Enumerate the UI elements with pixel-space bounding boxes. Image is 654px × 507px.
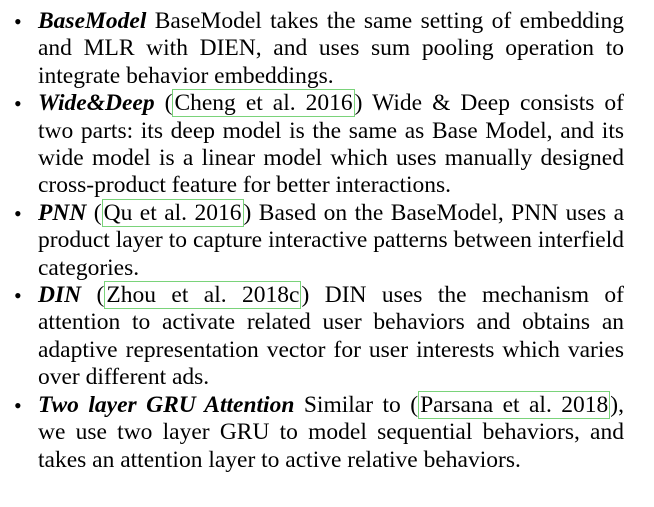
citation-prefix: Similar to ( [294, 391, 419, 418]
bullet: • [14, 392, 22, 418]
model-description: ) Based on the BaseModel, PNN uses a product layer to capture interactive patterns between interfield categories. [38, 199, 625, 281]
list-item-pnn [12, 200, 624, 282]
model-description: ), we use two layer GRU to model sequential behaviors, and takes an attention layer to active relative behaviors. [38, 391, 624, 473]
list-item-din [12, 282, 624, 392]
bullet: • [14, 9, 22, 34]
citation-link[interactable]: Qu et al. 2016 [103, 199, 242, 226]
citation-prefix: ( [86, 199, 102, 226]
model-description: ) Wide & Deep consists of two parts: its deep model is the same as Base Model, and its wide model is a linear model which uses manually designed cross-product feature for better interactions. [38, 90, 624, 199]
citation-link[interactable]: Cheng et al. 2016 [174, 90, 353, 117]
citation-prefix: ( [81, 282, 105, 309]
list-item-basemodel [12, 8, 624, 90]
citation-prefix: ( [154, 90, 173, 117]
bullet: • [14, 200, 22, 226]
list-item-wide-deep [12, 90, 624, 200]
model-name: DIN [38, 282, 82, 309]
citation-link[interactable]: Parsana et al. 2018 [420, 391, 609, 418]
model-name: BaseModel [38, 8, 147, 34]
list-item-gru-attention [12, 392, 624, 474]
bullet: • [14, 91, 22, 117]
model-name: PNN [38, 199, 87, 226]
model-name: Wide&Deep [38, 90, 155, 117]
citation-link[interactable]: Zhou et al. 2018c [106, 282, 300, 309]
model-description: ) DIN uses the mechanism of attention to activate related user behaviors and obtains an adaptive representation vector for user interests which varies over different ads. [38, 282, 625, 391]
model-description: BaseModel takes the same setting of embedding and MLR with DIEN, and uses sum pooling operation to integrate behavior embeddings. [38, 8, 624, 89]
model-list [12, 8, 624, 474]
model-name: Two layer GRU Attention [38, 391, 295, 418]
bullet: • [14, 283, 22, 309]
